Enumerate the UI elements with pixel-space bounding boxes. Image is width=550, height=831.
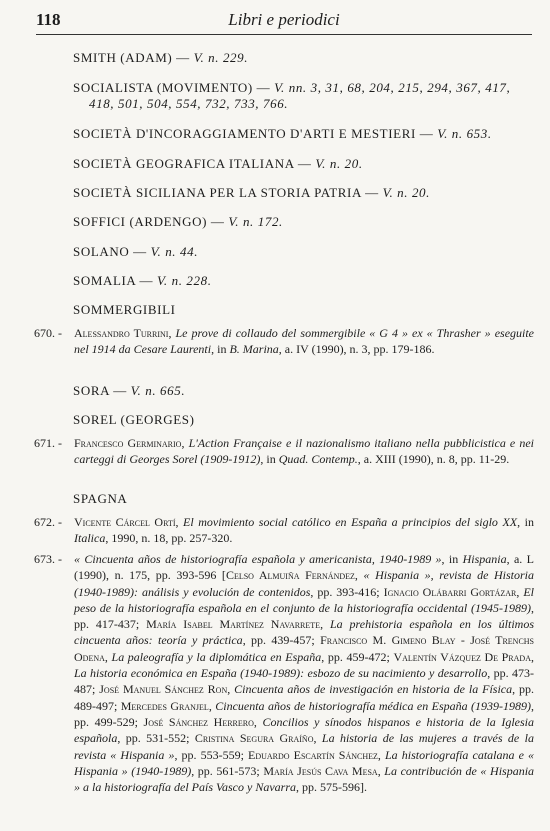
- page-number: 118: [36, 10, 61, 29]
- entry-number: 670. -: [34, 326, 62, 340]
- headword-societa-geo: [73, 156, 533, 172]
- bibliography-entry-671: [34, 435, 534, 468]
- entry-text: ,: [253, 714, 257, 729]
- entry-title: La historia económica en España (1940-1989): esbozo de su nacimiento y desarrollo: [74, 666, 488, 681]
- entry-author: Cristina Segura Graíño: [194, 731, 314, 746]
- headword-somalia: [73, 273, 533, 289]
- entry-journal: Italica: [74, 531, 106, 546]
- entry-author: José Manuel Sánchez Ron: [99, 682, 228, 697]
- entry-text: , a. XIII (1990), n. 8, pp. 11-29.: [357, 452, 510, 467]
- entry-text: , a. IV (1990), n. 3, pp. 179-186.: [278, 342, 435, 357]
- entry-journal: Hispania: [462, 552, 507, 566]
- entry-body: Vicente Cárcel Ortí, El movimiento social católico en España a principios del siglo XX, in Italica, 1990, n. 18, pp. 257-320.: [74, 515, 535, 546]
- headword-soffici: [73, 214, 533, 230]
- entry-journal: B. Marina: [229, 342, 279, 357]
- entry-text: ,: [516, 584, 520, 599]
- cross-reference: V. n. 665.: [130, 383, 186, 398]
- headword-name: SOFFICI (ARDENGO) —: [73, 214, 225, 229]
- entry-title: La historiografía catalana e « Hispania » (1940-1989): [74, 747, 534, 778]
- entry-title: La prehistoria española en los últimos cincuenta años: teoría y práctica: [74, 617, 535, 648]
- headword-name: SOREL (GEORGES): [73, 412, 195, 427]
- entry-text: ,: [313, 731, 317, 746]
- entry-author: Mercedes Granjel: [120, 698, 209, 713]
- running-title: Libri e periodici: [228, 10, 340, 29]
- headword-spagna: [73, 491, 533, 507]
- entry-number: 673. -: [34, 552, 62, 566]
- entry-title: « Cincuenta años de historiografía española y americanista, 1940-1989 »: [74, 552, 442, 566]
- entry-author: Alessandro Turrini: [74, 326, 169, 340]
- entry-text: , 1990, n. 18, pp. 257-320.: [105, 531, 233, 546]
- entry-author: Valentín Vázquez De Prada: [393, 649, 531, 664]
- entry-author: Francisco M. Gimeno Blay - José Trenchs Odena: [74, 633, 535, 664]
- entry-title: La paleografía y la diplomática en España: [111, 649, 322, 664]
- headword-name: SOCIETÀ SICILIANA PER LA STORIA PATRIA —: [73, 185, 379, 200]
- bibliography-entry-670: [34, 325, 534, 358]
- entry-title: Concilios y sínodos hispanos e historia de la Iglesia española: [74, 714, 535, 746]
- headword-name: SOCIALISTA (MOVIMENTO) —: [73, 80, 271, 95]
- entry-author: María Isabel Martínez Navarrete: [146, 617, 321, 632]
- entry-text: , pp. 417-437;: [74, 600, 534, 632]
- cross-reference: V. n. 44.: [150, 244, 199, 259]
- bibliography-entry-673: [34, 551, 534, 795]
- cross-reference: V. n. 172.: [228, 214, 283, 229]
- headword-sora: [73, 383, 533, 399]
- cross-reference: V. n. 20.: [382, 185, 430, 200]
- entry-title: El movimiento social católico en España a principios del siglo XX: [183, 515, 518, 529]
- entry-text: , a. L (1990), n. 175, pp. 393-596 [: [74, 552, 534, 583]
- entry-author: Vicente Cárcel Ortí: [74, 515, 176, 529]
- entry-text: , pp. 459-472;: [321, 649, 390, 664]
- entry-author: María Jesús Cava Mesa: [263, 763, 378, 778]
- headword-name: SORA —: [73, 383, 127, 398]
- entry-text: , pp. 439-457;: [242, 633, 315, 648]
- cross-reference: V. n. 653.: [437, 126, 492, 141]
- entry-text: ,: [104, 649, 108, 664]
- entry-title: Cincuenta años de historiografía médica en España (1939-1989): [215, 698, 532, 713]
- entry-text: ,: [530, 649, 534, 664]
- entry-author: Ignacio Olábarri Gortázar: [383, 584, 517, 599]
- headword-name: SMITH (ADAM) —: [73, 50, 190, 65]
- entry-title: Le prove di collaudo del sommergibile « G 4 » ex « Thrasher » eseguite nel 1914 da Cesare Laurenti: [74, 326, 535, 357]
- headword-societa-siciliana: [73, 185, 533, 201]
- cross-reference-continuation: 418, 501, 504, 554, 732, 733, 766.: [89, 96, 289, 111]
- headword-name: SPAGNA: [73, 491, 128, 506]
- entry-body: Francesco Germinario, L'Action Française e il nazionalismo italiano nella pubblicistica e nei carteggi di Georges Sorel (1909-1912), in Quad. Contemp., a. XIII (1990), n. 8, pp. 11-29.: [74, 436, 535, 467]
- entry-body: Alessandro Turrini, Le prove di collaudo del sommergibile « G 4 » ex « Thrasher » eseguite nel 1914 da Cesare Laurenti, in B. Marina, a. IV (1990), n. 3, pp. 179-186.: [74, 326, 535, 357]
- entry-text: , pp. 473-487;: [74, 666, 535, 697]
- entry-author: José Sánchez Herrero: [143, 714, 254, 729]
- entry-number: 672. -: [34, 515, 62, 529]
- headword-name: SOMMERGIBILI: [73, 302, 176, 317]
- headword-name: SOCIETÀ GEOGRAFICA ITALIANA —: [73, 156, 312, 171]
- headword-name: SOMALIA —: [73, 273, 154, 288]
- entry-text: , pp. 531-552;: [117, 731, 190, 746]
- entry-title: « Hispania », revista de Historia (1940-1989): análisis y evolución de contenidos: [74, 568, 534, 599]
- entry-body: [74, 551, 534, 795]
- entry-text: ,: [354, 568, 358, 583]
- entry-title: La contribución de « Hispania » a la historiografía del País Vasco y Navarra: [74, 763, 535, 795]
- headword-name: SOCIETÀ D'INCORAGGIAMENTO D'ARTI E MESTIERI —: [73, 126, 434, 141]
- entry-text: , pp. 393-416;: [310, 584, 380, 599]
- entry-text: , pp. 553-559;: [174, 747, 244, 762]
- entry-title: Cincuenta años de investigación en historia de la Física: [234, 682, 513, 697]
- entry-text: , pp. 561-573;: [191, 763, 260, 778]
- entry-text: , pp. 489-497;: [74, 682, 535, 713]
- cross-reference: V. n. 228.: [157, 273, 212, 288]
- cross-reference: V. n. 229.: [193, 50, 249, 65]
- entry-text: ,: [227, 682, 231, 697]
- page-header: [36, 8, 532, 35]
- headword-sorel: [73, 412, 533, 428]
- entry-journal: Quad. Contemp.: [278, 452, 358, 467]
- headword-smith: [73, 50, 533, 66]
- cross-reference: V. n. 20.: [315, 156, 363, 171]
- bibliography-entry-672: [34, 514, 534, 547]
- entry-number: 671. -: [34, 436, 62, 450]
- headword-name: SOLANO —: [73, 244, 147, 259]
- entry-text: , in: [441, 552, 459, 566]
- headword-socialista: [73, 80, 533, 112]
- entry-title: El peso de la historiografía española en el conjunto de la historiografía occidental (1945-1989): [74, 584, 535, 615]
- headword-societa-arti: [73, 126, 533, 142]
- entry-author: Eduardo Escartín Sánchez: [248, 747, 378, 762]
- entry-text: , pp. 575-596].: [296, 780, 367, 795]
- entry-title: La historia de las mujeres a través de la revista « Hispania »: [74, 731, 534, 762]
- entry-title: L'Action Française e il nazionalismo italiano nella pubblicistica e nei carteggi di Georges Sorel (1909-1912): [74, 436, 535, 467]
- entry-text: , pp. 499-529;: [74, 698, 535, 729]
- entry-text: ,: [320, 617, 324, 632]
- entry-text: ,: [377, 747, 381, 762]
- entry-text: , in: [211, 342, 227, 357]
- entry-author: Celso Almuiña Fernández: [225, 568, 355, 583]
- entry-author: Francesco Germinario: [74, 436, 182, 450]
- entry-text: , in: [260, 452, 276, 467]
- entry-text: ,: [377, 763, 381, 778]
- headword-solano: [73, 244, 533, 260]
- entry-text: ,: [208, 698, 212, 713]
- entry-text: , in: [517, 515, 535, 529]
- headword-sommergibili: [73, 302, 533, 318]
- cross-reference: V. nn. 3, 31, 68, 204, 215, 294, 367, 417,: [274, 80, 511, 95]
